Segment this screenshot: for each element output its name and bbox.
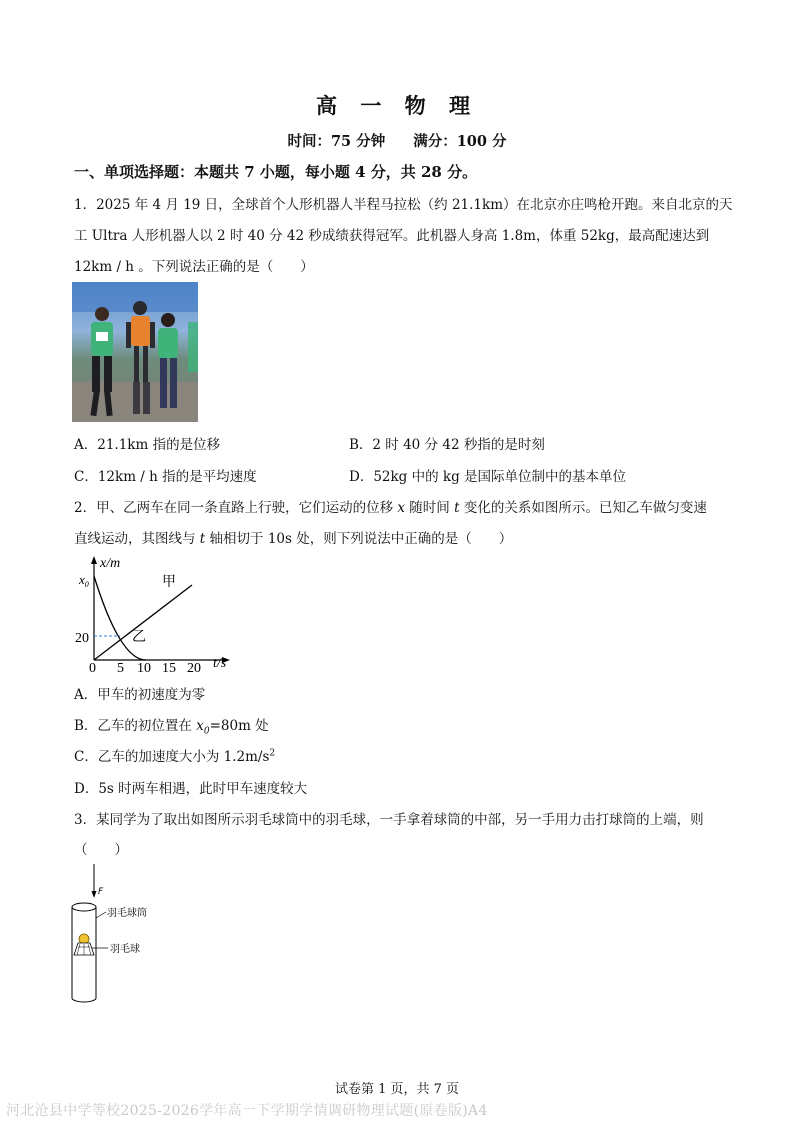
- shuttlecock-label: 羽毛球: [110, 944, 140, 955]
- page-footer: 试卷第 1 页，共 7 页: [334, 1082, 460, 1097]
- y-tick-20: 20: [75, 631, 89, 646]
- q1-stem-line1: 1．2025 年 4 月 19 日，全球首个人形机器人半程马拉松（约 21.1km）在北京亦庄鸣枪开跑。来自北京的天: [74, 197, 733, 213]
- q1-option-b: B．2 时 40 分 42 秒指的是时刻: [349, 437, 545, 453]
- tube-label: 羽毛球筒: [107, 908, 147, 919]
- force-arrowhead: [92, 891, 97, 898]
- shuttlecock-head: [79, 934, 89, 944]
- x-tick-15: 15: [162, 661, 176, 673]
- q3-stem-line1: 3．某同学为了取出如图所示羽毛球筒中的羽毛球，一手拿着球筒的中部，另一手用力击打球筒的上端，则: [74, 812, 704, 828]
- label-jia: 甲: [162, 575, 176, 590]
- q2-option-c: C．乙车的加速度大小为 $1.2m/s^2$: [74, 748, 276, 765]
- tube-bottom: [72, 998, 96, 1002]
- q1-option-a: A．21.1km 指的是位移: [74, 437, 221, 453]
- x-axis-label: t/s: [213, 656, 227, 671]
- y-axis-arrow: [91, 556, 97, 564]
- origin-label: 0: [89, 661, 96, 673]
- x-tick-20: 20: [187, 661, 201, 673]
- q2-option-a: A．甲车的初速度为零: [74, 687, 206, 703]
- q1-stem-line3: 12km / h 。下列说法正确的是（ ）: [74, 259, 314, 275]
- shuttlecock-tube-figure: [62, 858, 172, 1012]
- curve-yi: [94, 576, 146, 660]
- x-tick-10: 10: [137, 661, 151, 673]
- x0-label: $x_0$: [79, 572, 89, 589]
- line-jia: [94, 585, 192, 660]
- watermark: 河北沧县中学等校2025-2026学年高一下学期学情调研物理试题(原卷版)A4: [6, 1103, 488, 1119]
- q1-stem-line2: 工 Ultra 人形机器人以 2 时 40 分 42 秒成绩获得冠军。此机器人身高 1.8m，体重 52kg，最高配速达到: [74, 228, 710, 244]
- q2-stem-line1: 2．甲、乙两车在同一条直路上行驶，它们运动的位移 x 随时间 t 变化的关系如图所示。已知乙车做匀变速: [74, 500, 707, 516]
- exam-score: 满分：100 分: [413, 133, 507, 150]
- exam-time: 时间：75 分钟: [287, 133, 386, 150]
- section-heading: 一、单项选择题：本题共 7 小题，每小题 4 分，共 28 分。: [74, 163, 478, 181]
- marathon-robot-photo: [72, 282, 198, 422]
- q2-stem-line2: 直线运动，其图线与 t 轴相切于 10s 处，则下列说法中正确的是（ ）: [74, 531, 513, 547]
- q1-option-d: D．52kg 中的 kg 是国际单位制中的基本单位: [349, 469, 627, 485]
- q2-option-d: D．5s 时两车相遇，此时甲车速度较大: [74, 781, 308, 797]
- q1-option-c: C．12km / h 指的是平均速度: [74, 469, 257, 485]
- force-label: F: [98, 887, 104, 897]
- label-yi: 乙: [132, 630, 146, 645]
- q2-option-b: B．乙车的初位置在 $x_0=80m$ 处: [74, 718, 269, 737]
- x-tick-5: 5: [117, 661, 124, 673]
- exam-title: 高 一 物 理: [316, 93, 478, 118]
- tube-top: [72, 903, 96, 911]
- q3-stem-line2: （ ）: [74, 842, 128, 858]
- y-axis-label: x/m: [100, 556, 121, 571]
- exam-meta: [0, 130, 794, 151]
- xt-graph: [70, 548, 240, 677]
